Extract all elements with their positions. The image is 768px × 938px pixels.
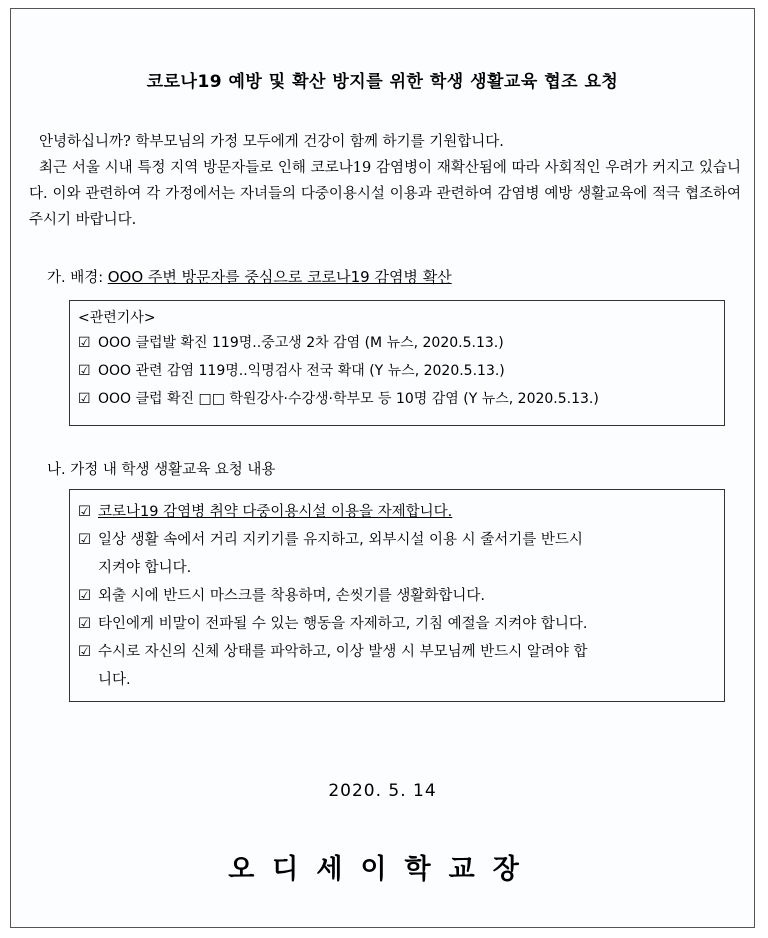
document-title: 코로나19 예방 및 확산 방지를 위한 학생 생활교육 협조 요청 — [146, 72, 619, 92]
request-text: 외출 시에 반드시 마스크를 착용하며, 손씻기를 생활화합니다. — [98, 588, 486, 604]
checkbox-icon: ☑ — [78, 532, 91, 548]
checkbox-icon: ☑ — [78, 616, 91, 632]
checkbox-icon: ☑ — [78, 504, 91, 520]
request-text-continued: 지켜야 합니다. — [98, 560, 192, 576]
intro-paragraph-2: 최근 서울 시내 특정 지역 방문자들로 인해 코로나19 감염병이 재확산됨에 따라 사회적인 우려가 커지고 있습니다. 이와 관련하여 각 가정에서는 자녀들의 다중이용시설 이용과 관련하여 감염병 예방 생활교육에 적극 협조하여 주시기 바랍니다. — [29, 160, 741, 228]
request-text: 타인에게 비말이 전파될 수 있는 행동을 자제하고, 기침 예절을 지켜야 합니다. — [98, 616, 588, 632]
article-text: OOO 클럽발 확진 119명..중고생 2차 감염 (M 뉴스, 2020.5.13.) — [98, 335, 504, 351]
request-text: 수시로 자신의 신체 상태를 파악하고, 이상 발생 시 부모님께 반드시 알려야 합 — [98, 644, 588, 660]
article-item — [78, 357, 716, 385]
request-text-continued: 니다. — [98, 672, 131, 688]
intro-text — [29, 129, 741, 233]
request-text: 일상 생활 속에서 거리 지키기를 유지하고, 외부시설 이용 시 줄서기를 반드시 — [98, 532, 583, 548]
intro-paragraph-1: 안녕하십니까? 학부모님의 가정 모두에게 건강이 함께 하기를 기원합니다. — [39, 134, 504, 150]
section-b-heading: 나. 가정 내 학생 생활교육 요청 내용 — [47, 462, 276, 478]
request-item — [78, 610, 716, 638]
checkbox-icon: ☑ — [78, 363, 91, 379]
section-a-background: OOO 주변 방문자를 중심으로 코로나19 감염병 확산 — [107, 268, 452, 286]
related-articles-box — [69, 300, 725, 426]
checkbox-icon: ☑ — [78, 335, 91, 351]
section-a-heading — [47, 266, 452, 287]
document-date: 2020. 5. 14 — [328, 781, 437, 801]
signature: 오디세이학교장 — [228, 854, 537, 885]
article-item — [78, 385, 716, 413]
document-frame — [10, 8, 755, 928]
request-item — [78, 526, 716, 582]
article-text: OOO 클럽 확진 □□ 학원강사·수강생·학부모 등 10명 감염 (Y 뉴스, 2020.5.13.) — [98, 391, 599, 407]
checkbox-icon: ☑ — [78, 644, 91, 660]
section-a-label: 가. 배경: — [47, 270, 108, 286]
related-articles-heading: <관련기사> — [78, 310, 156, 326]
requests-box — [69, 489, 725, 702]
request-text: 코로나19 감염병 취약 다중이용시설 이용을 자제합니다. — [98, 504, 453, 520]
checkbox-icon: ☑ — [78, 588, 91, 604]
request-item — [78, 638, 716, 694]
request-item — [78, 498, 716, 526]
article-item — [78, 329, 716, 357]
request-item — [78, 582, 716, 610]
checkbox-icon: ☑ — [78, 391, 91, 407]
article-text: OOO 관련 감염 119명..익명검사 전국 확대 (Y 뉴스, 2020.5.13.) — [98, 363, 505, 379]
